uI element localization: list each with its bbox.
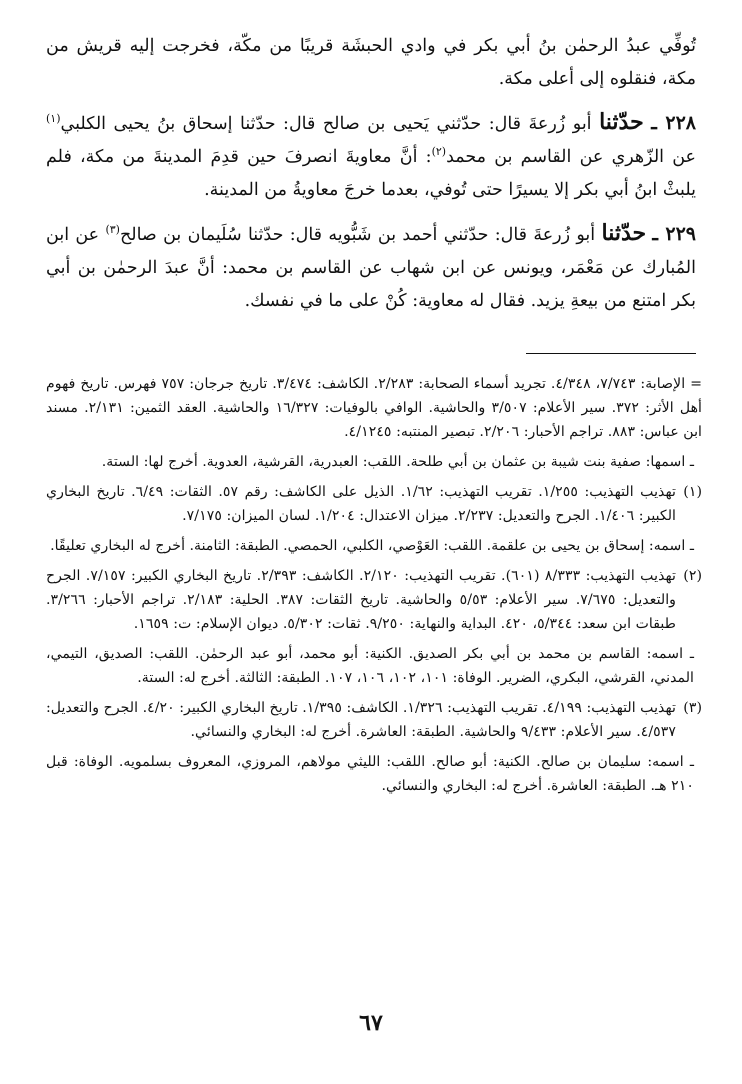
page-body — [46, 30, 696, 318]
footnote-2-name: ـ اسمه: القاسم بن محمد بن أبي بكر الصديق. الكنية: أبو محمد، أبو عبد الرحمٰن. اللقب: الصديق، التيمي، المدني، القرشي، البكري، الضرير. الوفاة: ١٠١، ١٠٢، ١٠٦، ١٠٧. الطبقة: الثالثة. أخرج له: الستة. — [46, 646, 694, 686]
narration-229 — [46, 217, 696, 318]
footnote-1-name: ـ اسمه: إسحاق بن يحيى بن علقمة. اللقب: العَوْصي، الكلبي، الحمصي. الطبقة: الثامنة. أخرج له البخاري تعليقًا. — [50, 538, 694, 554]
intro-line-2: من مكة، فنقلوه إلى أعلى مكة. — [46, 36, 696, 89]
footnote-text: تهذيب التهذيب: ١/٢٥٥. تقريب التهذيب: ١/٦٢. الذيل على الكاشف: رقم ٥٧. الثقات: ٦/٤٩. تاريخ البخاري الكبير: ١/٤٠٦. الجرح والتعديل: ٢/٢٣٧. ميزان الاعتدال: ١/٢٠٤. لسان الميزان: ٧/١٧٥. — [46, 484, 676, 524]
footnote-2 — [46, 564, 702, 636]
narration-text: عن ابن المُبارك عن مَعْمَر، ويونس عن ابن شهاب عن القاسم بن محمد: أنَّ عبدَ الرحمٰن بن أبي بكر امتنع من بيعةِ يزيد. فقال له معاوية: كُنْ على ما في نفسك. — [46, 225, 696, 311]
footnotes — [46, 372, 702, 804]
narration-text: أبو زُرعةَ قال: حدّثني يَحيى بن صالح قال: حدّثنا إسحاق بنُ يحيى الكلبي — [60, 114, 592, 134]
haddathana-word: حدّثنا — [601, 220, 647, 246]
narration-number: ٢٢٨ ـ — [651, 112, 696, 134]
footnote-number: (١) — [683, 484, 702, 500]
page-number: ٦٧ — [359, 1010, 383, 1036]
footnote-1 — [46, 480, 702, 528]
footnote-ref: (٢) — [431, 145, 447, 159]
narration-text: : أنَّ معاويةَ انصرفَ حين قدِمَ المدينةَ من مكة، فلم يلبثْ ابنُ أبي بكر إلا يسيرًا حتى تُوفي، بعدما خرجَ معاويةُ من المدينة. — [46, 147, 696, 200]
narration-text: عن الزّهري عن القاسم بن محمد — [446, 147, 696, 167]
haddathana-word: حدّثنا — [599, 109, 644, 135]
footnote-continued-name: ـ اسمها: صفية بنت شيبة بن عثمان بن أبي طلحة. اللقب: العبدرية، القرشية، العدوية. أخرج لها: الستة. — [101, 454, 694, 470]
intro-paragraph — [46, 30, 696, 96]
footnote-text: تهذيب التهذيب: ٨/٣٣٣ (٦٠١). تقريب التهذيب: ٢/١٢٠. الكاشف: ٢/٣٩٣. تاريخ البخاري الكبير: ٧/١٥٧. الجرح والتعديل: ٧/٦٧٥. سير الأعلام: ٥/٥٣ والحاشية. تاريخ الثقات: ٣٨٧. الحلية: ٢/١٨٣. تراجم الأحبار: ٣/٢٦٦. طبقات ابن سعد: ٥/٣٤٤، ٤٢٠. البداية والنهاية: ٩/٢٥٠. ثقات: ٥/٣٠٢. ديوان الإسلام: ت: ١٦٥٩. — [46, 568, 676, 632]
footnote-ref: (١) — [46, 112, 61, 126]
footnote-continued: = الإصابة: ٧/٧٤٣، ٤/٣٤٨. تجريد أسماء الصحابة: ٢/٢٨٣. الكاشف: ٣/٤٧٤. تاريخ جرجان: ٧٥٧ فهرس. تاريخ فهوم أهل الأثر: ٣٧٢. سير الأعلام: ٣/٥٠٧ والحاشية. الوافي بالوفيات: ١٦/٣٢٧ والحاشية. العقد الثمين: ٢/١٣١. مسند ابن عباس: ٨٨٣. تراجم الأحبار: ٢/٢٠٦. تبصير المنتبه: ٤/١٢٤٥. — [46, 376, 702, 440]
footnote-text: تهذيب التهذيب: ٤/١٩٩. تقريب التهذيب: ١/٣٢٦. الكاشف: ١/٣٩٥. تاريخ البخاري الكبير: ٤/٢٠. الجرح والتعديل: ٤/٥٣٧. سير الأعلام: ٩/٤٣٣ والحاشية. الطبقة: العاشرة. أخرج له: البخاري والنسائي. — [45, 700, 676, 740]
footnote-number: (٣) — [683, 700, 702, 716]
narration-228 — [46, 106, 696, 207]
footnote-separator — [526, 353, 696, 354]
narration-number: ٢٢٩ ـ — [652, 223, 696, 245]
footnote-ref: (٣) — [105, 223, 120, 237]
main-text — [46, 30, 696, 318]
intro-line-1: تُوفِّي عبدُ الرحمٰن بنُ أبي بكر في وادي الحبشَة قريبًا من مكّة، فخرجت إليه قريش — [76, 36, 696, 56]
footnote-3 — [46, 696, 702, 744]
footnote-number: (٢) — [683, 568, 702, 584]
narration-text: أبو زُرعةَ قال: حدّثني أحمد بن شَبُّويه قال: حدّثنا سُلَيمان بن صالح — [119, 225, 596, 245]
footnote-3-name: ـ اسمه: سليمان بن صالح. الكنية: أبو صالح. اللقب: الليثي مولاهم، المروزي، المعروف بسلمويه. الوفاة: قبل ٢١٠ هـ. الطبقة: العاشرة. أخرج له: البخاري والنسائي. — [46, 754, 694, 794]
